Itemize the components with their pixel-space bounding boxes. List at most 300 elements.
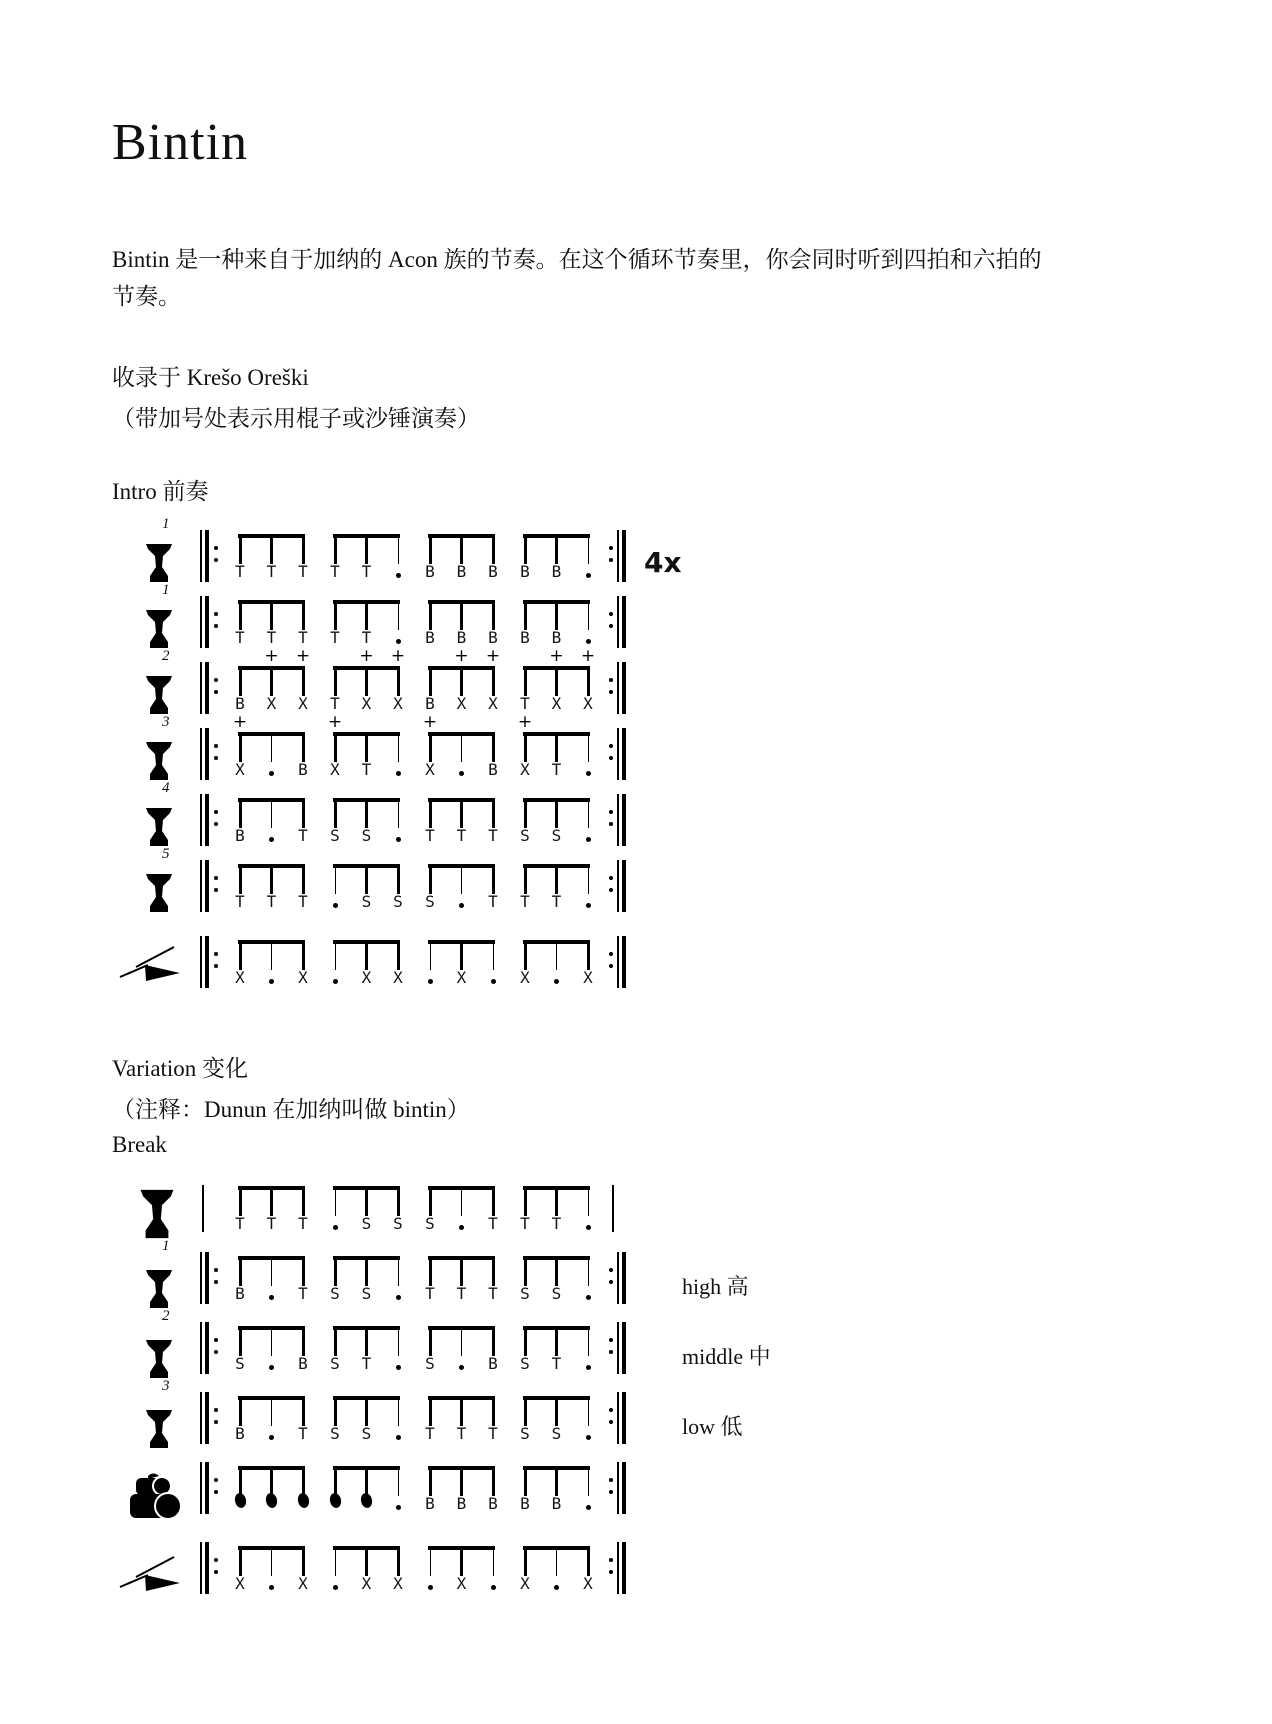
note-stem [365, 798, 368, 828]
repeat-dot [214, 1490, 218, 1494]
barline-thick-stroke [622, 596, 626, 648]
repeat-dot [214, 558, 218, 562]
note-letter: X [393, 967, 403, 987]
rest-dot [428, 979, 433, 984]
note-stem [429, 798, 432, 828]
note-group [414, 1532, 509, 1602]
note-stem [429, 864, 432, 894]
note-stem [492, 534, 495, 564]
note-letter: S [330, 1423, 340, 1443]
barline-thin-stroke [200, 530, 202, 582]
note-letter: T [298, 1213, 308, 1233]
note-stem [429, 1326, 432, 1356]
barline-thin-stroke [617, 936, 619, 988]
note-stem [365, 1396, 368, 1426]
note-stem [365, 534, 368, 564]
barline-thick-stroke [205, 1322, 209, 1374]
note-group [509, 1312, 604, 1382]
note-letter: T [456, 1283, 467, 1303]
repeat-dot [214, 1268, 218, 1272]
repeat-dot [214, 678, 218, 682]
instrument-column [112, 1307, 194, 1382]
note-letter: S [330, 1353, 340, 1373]
notation-row [112, 1237, 1272, 1312]
note-group [319, 1172, 414, 1242]
note-letter: T [425, 825, 435, 845]
barline-thin-stroke [200, 596, 202, 648]
note-stem [587, 666, 590, 696]
note-letter: S [361, 1213, 372, 1233]
note-group [414, 926, 509, 992]
note-letter: S [361, 1423, 372, 1443]
repeat-dot [609, 810, 613, 814]
note-stem [492, 864, 495, 894]
break-heading: Break [112, 1131, 167, 1157]
pitch-label: middle 中 [682, 1343, 771, 1369]
end-repeat-barline [604, 652, 634, 718]
note-letter: T [361, 759, 372, 779]
end-repeat-barline [604, 850, 634, 916]
note-stem [587, 1546, 590, 1576]
rest-dot [333, 1585, 338, 1590]
note-letter: T [488, 1213, 498, 1233]
note-stem [302, 1186, 305, 1216]
note-letter: X [266, 693, 277, 713]
barline-thin-stroke [200, 1252, 202, 1304]
note-stem [397, 666, 400, 696]
end-repeat-barline [604, 520, 634, 586]
note-stem [460, 1466, 463, 1496]
start-repeat-barline [194, 586, 224, 652]
djembe-icon [144, 1269, 174, 1309]
notation-row [112, 779, 1272, 850]
note-stem [239, 1466, 242, 1496]
repeat-dot [214, 888, 218, 892]
note-stem [429, 1466, 432, 1496]
barline-thin-stroke [200, 1462, 202, 1514]
note-group [224, 645, 319, 718]
note-stem [365, 1546, 368, 1576]
rest-dot [269, 979, 274, 984]
note-letter: S [520, 1283, 530, 1303]
intro-paragraph-line2: 节奏。 [112, 283, 181, 309]
note-stem [270, 1466, 273, 1496]
barline-thick-stroke [622, 662, 626, 714]
plus-mark: + [390, 645, 406, 666]
note-stem [365, 940, 368, 970]
rest-dot [491, 979, 496, 984]
rest-dot [396, 1505, 401, 1510]
djembe-icon [144, 741, 174, 781]
rest-dot [396, 573, 401, 578]
source-line: 收录于 Krešo Oreški [112, 364, 309, 390]
barline-thick-stroke [622, 1322, 626, 1374]
note-letter: B [488, 759, 498, 779]
note-letter: B [235, 1283, 245, 1303]
plus-mark: + [422, 711, 438, 732]
variation-note-line: （注释：Dunun 在加纳叫做 bintin） [112, 1096, 470, 1122]
djembe-icon [144, 807, 174, 847]
oval-notehead [233, 1492, 247, 1509]
note-group [509, 645, 604, 718]
pitch-label: low 低 [682, 1413, 743, 1439]
note-stem [460, 600, 463, 630]
note-letter: T [266, 561, 277, 581]
repeat-dot [214, 1420, 218, 1424]
rest-dot [586, 639, 591, 644]
note-stem [461, 732, 462, 762]
note-stem [334, 1396, 337, 1426]
note-stem [302, 600, 305, 630]
note-letter: S [393, 1213, 403, 1233]
start-repeat-barline [194, 850, 224, 916]
plus-mark: + [359, 645, 374, 666]
note-stem [588, 1396, 589, 1426]
note-stem [398, 732, 399, 762]
barline-thick-stroke [622, 794, 626, 846]
note-letter: X [235, 759, 245, 779]
note-letter: X [520, 1573, 530, 1593]
plus-sign-note-line: （带加号处表示用棍子或沙锤演奏） [112, 405, 480, 431]
note-stem [302, 1256, 305, 1286]
note-letter: B [551, 561, 562, 581]
note-stem [524, 940, 527, 970]
note-letter: S [330, 825, 340, 845]
instrument-number: 3 [162, 713, 170, 730]
note-stem [524, 1256, 527, 1286]
note-letter: S [361, 1283, 372, 1303]
end-repeat-barline [604, 1312, 634, 1382]
note-group [509, 1242, 604, 1312]
barline-thick-stroke [205, 860, 209, 912]
rest-dot [269, 1435, 274, 1440]
note-group [224, 1242, 319, 1312]
note-letter: X [361, 967, 372, 987]
instrument-number: 3 [162, 1377, 170, 1394]
repeat-dot [214, 612, 218, 616]
note-stem [302, 1466, 305, 1496]
note-stem [271, 1546, 272, 1576]
note-group [509, 784, 604, 850]
note-letter: B [235, 825, 245, 845]
note-stem [429, 1186, 432, 1216]
end-repeat-barline [604, 1452, 634, 1522]
repeat-dot [609, 1490, 613, 1494]
rest-dot [586, 1295, 591, 1300]
note-stem [398, 1256, 399, 1286]
rest-dot [554, 979, 559, 984]
note-letter: S [361, 891, 372, 911]
note-group [509, 926, 604, 992]
rest-dot [459, 771, 464, 776]
note-group [319, 926, 414, 992]
note-letter: S [425, 1213, 435, 1233]
repeat-dot [214, 1408, 218, 1412]
djembe-icon [144, 873, 174, 913]
note-group [414, 1172, 509, 1242]
instrument-column [112, 1237, 194, 1312]
note-stem [239, 732, 242, 762]
rest-dot [396, 1295, 401, 1300]
note-letter: B [425, 693, 435, 713]
section-heading-intro: Intro 前奏 [112, 478, 209, 504]
note-group [224, 520, 319, 586]
note-letter: T [298, 561, 308, 581]
note-stem [302, 864, 305, 894]
repeat-dot [609, 690, 613, 694]
note-stem [555, 1466, 558, 1496]
start-repeat-barline [194, 520, 224, 586]
rest-dot [554, 1585, 559, 1590]
start-repeat-barline [194, 1242, 224, 1312]
notation-row [112, 845, 1272, 916]
note-letter: T [266, 1213, 277, 1233]
note-stem [492, 1326, 495, 1356]
note-group [224, 926, 319, 992]
note-letter: T [330, 693, 340, 713]
note-letter: B [520, 1493, 530, 1513]
note-stem [302, 798, 305, 828]
note-group [414, 784, 509, 850]
rest-dot [459, 1365, 464, 1370]
note-stem [492, 666, 495, 696]
note-letter: B [456, 1493, 467, 1513]
rest-dot [396, 639, 401, 644]
rest-dot [269, 771, 274, 776]
note-group [509, 1172, 604, 1242]
note-stem [270, 600, 273, 630]
note-letter: X [583, 967, 593, 987]
rest-dot [459, 1225, 464, 1230]
note-stem [239, 864, 242, 894]
start-repeat-barline [194, 1532, 224, 1602]
repeat-dot [609, 888, 613, 892]
note-stem [524, 600, 527, 630]
note-letter: T [425, 1283, 435, 1303]
repeat-dot [609, 1570, 613, 1574]
note-stem [398, 798, 399, 828]
note-letter: B [488, 627, 498, 647]
oval-notehead [265, 1492, 279, 1509]
dunun-icon [128, 1472, 184, 1520]
note-group [319, 850, 414, 916]
note-stem [239, 1326, 242, 1356]
note-letter: T [298, 1423, 308, 1443]
notation-row [112, 581, 1272, 652]
note-stem [524, 732, 527, 762]
djembe-large-icon [138, 1188, 176, 1240]
instrument-number: 2 [162, 647, 170, 664]
note-stem [239, 666, 242, 696]
note-letter: T [425, 1423, 435, 1443]
note-letter: B [488, 1353, 498, 1373]
note-stem [492, 798, 495, 828]
note-group [224, 1382, 319, 1452]
barline-thin-stroke [200, 860, 202, 912]
note-letter: X [583, 1573, 593, 1593]
barline-thick-stroke [622, 936, 626, 988]
barline-thin-stroke [200, 662, 202, 714]
rest-dot [396, 837, 401, 842]
note-letter: T [520, 1213, 530, 1233]
note-letter: X [456, 693, 467, 713]
instrument-column [112, 926, 194, 992]
note-letter: B [520, 627, 530, 647]
note-letter: T [361, 1353, 372, 1373]
note-stem [334, 666, 337, 696]
note-letter: S [330, 1283, 340, 1303]
repeat-dot [214, 822, 218, 826]
note-stem [555, 1186, 558, 1216]
note-letter: X [425, 759, 435, 779]
instrument-number: 2 [162, 1307, 170, 1324]
note-stem [302, 666, 305, 696]
instrument-number: 1 [162, 1237, 170, 1254]
barline-thick-stroke [205, 1542, 209, 1594]
note-letter: S [393, 891, 403, 911]
repeat-dot [214, 1280, 218, 1284]
note-stem [524, 1396, 527, 1426]
djembe-icon [144, 1339, 174, 1379]
rest-dot [269, 1295, 274, 1300]
repeat-dot [214, 1478, 218, 1482]
note-stem [397, 1546, 400, 1576]
note-stem [239, 1396, 242, 1426]
barline-thin-stroke [200, 936, 202, 988]
note-stem [524, 1186, 527, 1216]
instrument-number: 1 [162, 581, 170, 598]
note-stem [555, 534, 558, 564]
rest-dot [491, 1585, 496, 1590]
note-group [509, 586, 604, 652]
repeat-dot [609, 558, 613, 562]
note-stem [460, 940, 463, 970]
barline-thick-stroke [622, 1542, 626, 1594]
note-stem [460, 798, 463, 828]
note-letter: S [425, 891, 435, 911]
note-stem [302, 1396, 305, 1426]
note-letter: T [456, 1423, 467, 1443]
note-group [319, 784, 414, 850]
note-stem [493, 940, 494, 970]
plus-mark: + [454, 645, 469, 666]
note-stem [365, 1466, 368, 1496]
note-stem [429, 1396, 432, 1426]
note-letter: T [298, 1283, 308, 1303]
barline-thin-stroke [617, 530, 619, 582]
repeat-dot [214, 1570, 218, 1574]
note-letter: T [361, 561, 372, 581]
repeat-dot [214, 810, 218, 814]
repeat-dot [214, 1350, 218, 1354]
note-letter: B [551, 627, 562, 647]
note-group [509, 711, 604, 784]
note-group [319, 645, 414, 718]
single-barline [194, 1172, 224, 1242]
note-stem [270, 864, 273, 894]
notation-row [112, 711, 1272, 784]
note-letter: T [266, 891, 277, 911]
rest-dot [333, 903, 338, 908]
note-stem [555, 798, 558, 828]
oval-notehead [328, 1492, 342, 1509]
barline-thick-stroke [622, 1252, 626, 1304]
note-letter: T [488, 891, 498, 911]
stick-icon [118, 942, 184, 982]
note-letter: X [456, 967, 467, 987]
note-stem [398, 600, 399, 630]
note-group [509, 1452, 604, 1522]
start-repeat-barline [194, 784, 224, 850]
note-stem [587, 940, 590, 970]
note-stem [588, 1186, 589, 1216]
section-heading-variation: Variation 变化 [112, 1055, 249, 1081]
djembe-icon [144, 609, 174, 649]
note-stem [429, 732, 432, 762]
note-letter: X [520, 967, 530, 987]
note-stem [588, 732, 589, 762]
note-stem [492, 600, 495, 630]
repeat-dot [214, 876, 218, 880]
note-stem [555, 1326, 558, 1356]
instrument-column [112, 1172, 194, 1242]
note-stem [555, 666, 558, 696]
note-stem [430, 1546, 431, 1576]
notation-row [112, 1377, 1272, 1452]
note-stem [302, 1546, 305, 1576]
start-repeat-barline [194, 1312, 224, 1382]
note-stem [460, 534, 463, 564]
note-stem [365, 600, 368, 630]
note-stem [429, 1256, 432, 1286]
note-letter: X [520, 759, 530, 779]
note-stem [239, 1186, 242, 1216]
barline-thin-stroke [200, 728, 202, 780]
note-stem [429, 600, 432, 630]
note-letter: B [425, 561, 435, 581]
rest-dot [396, 1365, 401, 1370]
note-group [509, 1382, 604, 1452]
barline-thin-stroke [617, 794, 619, 846]
intro-paragraph [112, 241, 1072, 315]
note-letter: B [425, 627, 435, 647]
note-stem [493, 1546, 494, 1576]
repeat-dot [214, 624, 218, 628]
end-repeat-barline [604, 718, 634, 784]
end-repeat-barline [604, 1532, 634, 1602]
note-letter: T [235, 627, 245, 647]
barline-thick-stroke [622, 728, 626, 780]
note-letter: B [488, 1493, 498, 1513]
note-group [224, 586, 319, 652]
plus-mark: + [327, 711, 343, 732]
note-letter: T [298, 825, 308, 845]
note-stem [365, 666, 368, 696]
rest-dot [586, 573, 591, 578]
note-letter: X [298, 967, 308, 987]
plus-mark: + [232, 711, 248, 732]
note-group [224, 1312, 319, 1382]
note-stem [365, 1186, 368, 1216]
note-stem [524, 1326, 527, 1356]
repeat-dot [609, 678, 613, 682]
rest-dot [428, 1585, 433, 1590]
note-stem [555, 1256, 558, 1286]
barline-thin-stroke [200, 1542, 202, 1594]
note-stem [429, 534, 432, 564]
repeat-dot [609, 964, 613, 968]
repeat-dot [214, 690, 218, 694]
